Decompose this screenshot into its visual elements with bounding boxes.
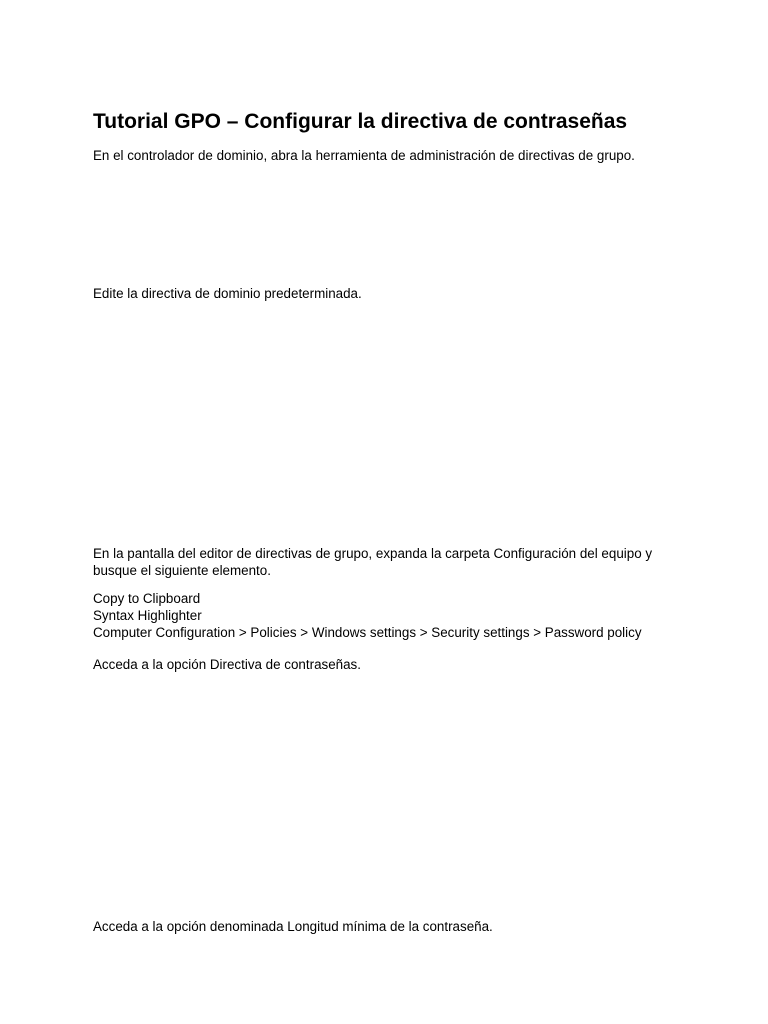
paragraph-access-password-policy: Acceda a la opción Directiva de contraseñas. [93,657,361,672]
code-block [93,590,642,641]
syntax-highlighter-link[interactable]: Syntax Highlighter [93,608,202,623]
paragraph-expand-folder: En la pantalla del editor de directivas de grupo, expanda la carpeta Configuración del equipo y busque el siguiente elemento. [93,546,653,578]
paragraph-intro: En el controlador de dominio, abra la herramienta de administración de directivas de grupo. [93,148,635,163]
paragraph-min-password-length: Acceda a la opción denominada Longitud mínima de la contraseña. [93,919,493,934]
policy-path-code: Computer Configuration > Policies > Windows settings > Security settings > Password policy [93,625,642,640]
paragraph-edit-policy: Edite la directiva de dominio predeterminada. [93,286,362,301]
page-title: Tutorial GPO – Configurar la directiva de contraseñas [93,110,628,133]
copy-to-clipboard-link[interactable]: Copy to Clipboard [93,591,201,606]
